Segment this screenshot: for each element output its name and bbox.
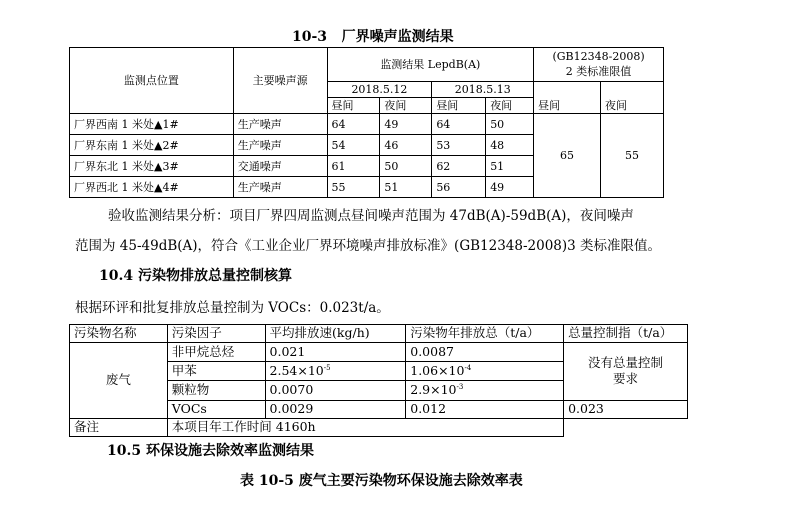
note-text: 本项目年工作时间 4160h [167, 418, 563, 436]
header-pollutant-name: 污染物名称 [70, 325, 168, 343]
no-control-line-2: 要求 [613, 371, 639, 387]
row-day-1: 55 [327, 177, 380, 198]
row-total: 0.012 [406, 400, 564, 418]
row-night-2: 51 [486, 156, 534, 177]
analysis-paragraph-line-1: 验收监测结果分析：项目厂界四周监测点昼间噪声范围为 47dB(A)-59dB(A)，夜间噪声 [108, 208, 634, 224]
row-total [406, 362, 564, 381]
row-source: 交通噪声 [233, 156, 327, 177]
no-control-line-1: 没有总量控制 [588, 354, 664, 370]
row-factor: 非甲烷总烃 [167, 343, 265, 362]
table1-title-number: 10-3 [292, 29, 328, 45]
total-base: 2.9×10 [410, 382, 457, 398]
header-control: 总量控制指（t/a） [564, 325, 688, 343]
header-rate: 平均排放速(kg/h) [265, 325, 406, 343]
row-night-1: 51 [380, 177, 432, 198]
row-rate: 0.0029 [265, 400, 406, 418]
header-limit-day: 昼间 [534, 82, 601, 114]
table-10-5-title: 表 10-5 废气主要污染物环保设施去除效率表 [240, 473, 523, 489]
total-control-paragraph: 根据环评和批复排放总量控制为 VOCs：0.023t/a。 [75, 300, 390, 316]
row-night-1: 49 [380, 114, 432, 135]
rate-exponent: -5 [323, 363, 331, 372]
section-10-5-heading: 10.5 环保设施去除效率监测结果 [107, 443, 314, 459]
table1-title-text: 厂界噪声监测结果 [341, 29, 454, 45]
row-night-2: 48 [486, 135, 534, 156]
row-source: 生产噪声 [233, 135, 327, 156]
header-position: 监测点位置 [70, 48, 234, 114]
row-total [406, 381, 564, 400]
row-day-2: 56 [432, 177, 486, 198]
row-night-1: 46 [380, 135, 432, 156]
header-date-1: 2018.5.12 [327, 82, 432, 98]
row-source: 生产噪声 [233, 177, 327, 198]
no-control-cell [564, 343, 688, 400]
row-position: 厂界东北 1 米处▲3# [70, 156, 234, 177]
limit-day-value: 65 [534, 114, 601, 198]
header-result: 监测结果 LepdB(A) [327, 48, 534, 82]
header-day-1: 昼间 [327, 98, 380, 114]
note-label: 备注 [70, 418, 168, 436]
row-control: 0.023 [564, 400, 688, 418]
row-day-1: 61 [327, 156, 380, 177]
header-day-2: 昼间 [432, 98, 486, 114]
row-rate [265, 362, 406, 381]
noise-results-table [69, 47, 664, 198]
row-factor: 甲苯 [167, 362, 265, 381]
row-factor: 颗粒物 [167, 381, 265, 400]
header-night-2: 夜间 [486, 98, 534, 114]
row-day-2: 64 [432, 114, 486, 135]
table-row [70, 343, 688, 362]
total-exponent: -4 [464, 363, 472, 372]
empty-cell [564, 418, 688, 436]
row-day-2: 53 [432, 135, 486, 156]
row-position: 厂界西南 1 米处▲1# [70, 114, 234, 135]
row-factor: VOCs [167, 400, 265, 418]
header-source: 主要噪声源 [233, 48, 327, 114]
row-day-1: 54 [327, 135, 380, 156]
category-waste-gas: 废气 [70, 343, 168, 419]
emission-total-table [69, 324, 688, 437]
header-standard-code: (GB12348-2008) [552, 50, 645, 64]
limit-night-value: 55 [601, 114, 664, 198]
analysis-paragraph-line-2: 范围为 45-49dB(A)，符合《工业企业厂界环境噪声排放标准》(GB12348-2008)3 类标准限值。 [75, 238, 662, 254]
total-base: 1.06×10 [410, 363, 465, 379]
header-standard [534, 48, 664, 82]
header-night-1: 夜间 [380, 98, 432, 114]
header-annual-total: 污染物年排放总（t/a） [406, 325, 564, 343]
total-exponent: -3 [456, 383, 464, 392]
header-factor: 污染因子 [167, 325, 265, 343]
row-total: 0.0087 [406, 343, 564, 362]
table1-title [292, 26, 454, 46]
header-date-2: 2018.5.13 [432, 82, 534, 98]
row-night-2: 50 [486, 114, 534, 135]
row-position: 厂界东南 1 米处▲2# [70, 135, 234, 156]
table-row [70, 114, 664, 135]
row-rate: 0.0070 [265, 381, 406, 400]
row-rate: 0.021 [265, 343, 406, 362]
section-10-4-heading: 10.4 污染物排放总量控制核算 [99, 268, 292, 284]
row-position: 厂界西北 1 米处▲4# [70, 177, 234, 198]
row-day-2: 62 [432, 156, 486, 177]
row-day-1: 64 [327, 114, 380, 135]
row-night-2: 49 [486, 177, 534, 198]
header-standard-label: 2 类标准限值 [565, 64, 632, 78]
row-night-1: 50 [380, 156, 432, 177]
rate-base: 2.54×10 [269, 363, 324, 379]
header-limit-night: 夜间 [601, 82, 664, 114]
row-source: 生产噪声 [233, 114, 327, 135]
